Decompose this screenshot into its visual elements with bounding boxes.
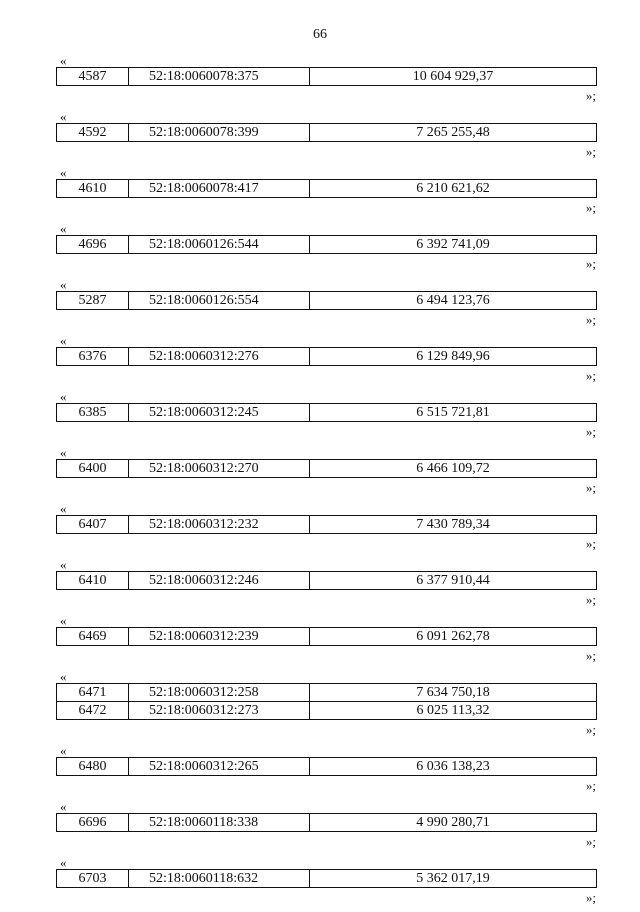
cadastral-value-cell: 6 392 741,09 [310, 236, 597, 254]
opening-quote: « [60, 53, 67, 68]
closing-quote: »; [585, 648, 596, 663]
record-number-cell: 4610 [57, 180, 129, 198]
amendment-block [56, 390, 598, 439]
record-table [56, 459, 597, 478]
record-table [56, 869, 597, 888]
record-number-cell: 4587 [57, 68, 129, 86]
opening-quote: « [60, 109, 67, 124]
table-row [57, 348, 597, 366]
cadastral-value-cell: 7 430 789,34 [310, 516, 597, 534]
cadastral-value-cell: 10 604 929,37 [310, 68, 597, 86]
cadastral-number-cell: 52:18:0060126:554 [129, 292, 310, 310]
amendment-blocks [0, 54, 640, 912]
cadastral-number-cell: 52:18:0060312:246 [129, 572, 310, 590]
cadastral-value-cell: 7 634 750,18 [310, 684, 597, 702]
record-number-cell: 6385 [57, 404, 129, 422]
record-number-cell: 6407 [57, 516, 129, 534]
cadastral-number-cell: 52:18:0060078:375 [129, 68, 310, 86]
record-table [56, 627, 597, 646]
cadastral-value-cell: 6 036 138,23 [310, 758, 597, 776]
amendment-block [56, 558, 598, 607]
table-row [57, 684, 597, 702]
closing-quote: »; [585, 592, 596, 607]
cadastral-number-cell: 52:18:0060078:417 [129, 180, 310, 198]
record-number-cell: 6472 [57, 702, 129, 720]
table-row [57, 870, 597, 888]
cadastral-number-cell: 52:18:0060312:245 [129, 404, 310, 422]
opening-quote: « [60, 501, 67, 516]
opening-quote: « [60, 557, 67, 572]
record-number-cell: 6696 [57, 814, 129, 832]
record-number-cell: 4592 [57, 124, 129, 142]
cadastral-number-cell: 52:18:0060312:239 [129, 628, 310, 646]
opening-quote: « [60, 389, 67, 404]
closing-quote: »; [585, 722, 596, 737]
cadastral-value-cell: 4 990 280,71 [310, 814, 597, 832]
amendment-block [56, 502, 598, 551]
cadastral-value-cell: 6 515 721,81 [310, 404, 597, 422]
opening-quote: « [60, 165, 67, 180]
closing-quote: »; [585, 424, 596, 439]
cadastral-value-cell: 7 265 255,48 [310, 124, 597, 142]
cadastral-number-cell: 52:18:0060118:632 [129, 870, 310, 888]
table-row [57, 404, 597, 422]
record-table [56, 403, 597, 422]
cadastral-value-cell: 6 025 113,32 [310, 702, 597, 720]
opening-quote: « [60, 333, 67, 348]
amendment-block [56, 744, 598, 793]
closing-quote: »; [585, 256, 596, 271]
cadastral-number-cell: 52:18:0060312:270 [129, 460, 310, 478]
opening-quote: « [60, 669, 67, 684]
amendment-block [56, 614, 598, 663]
opening-quote: « [60, 445, 67, 460]
record-number-cell: 6703 [57, 870, 129, 888]
amendment-block [56, 334, 598, 383]
closing-quote: »; [585, 834, 596, 849]
table-row [57, 292, 597, 310]
cadastral-value-cell: 6 091 262,78 [310, 628, 597, 646]
table-row [57, 236, 597, 254]
cadastral-number-cell: 52:18:0060312:232 [129, 516, 310, 534]
amendment-block [56, 800, 598, 849]
page-number: 66 [313, 27, 327, 42]
record-table [56, 683, 597, 720]
opening-quote: « [60, 855, 67, 870]
cadastral-number-cell: 52:18:0060312:276 [129, 348, 310, 366]
cadastral-value-cell: 6 129 849,96 [310, 348, 597, 366]
amendment-block [56, 54, 598, 103]
amendment-block [56, 446, 598, 495]
amendment-block [56, 670, 598, 737]
table-row [57, 68, 597, 86]
record-number-cell: 6471 [57, 684, 129, 702]
opening-quote: « [60, 799, 67, 814]
record-number-cell: 6376 [57, 348, 129, 366]
amendment-block [56, 278, 598, 327]
table-row [57, 124, 597, 142]
cadastral-value-cell: 6 210 621,62 [310, 180, 597, 198]
table-row [57, 180, 597, 198]
cadastral-number-cell: 52:18:0060078:399 [129, 124, 310, 142]
closing-quote: »; [585, 200, 596, 215]
record-number-cell: 6469 [57, 628, 129, 646]
table-row [57, 516, 597, 534]
record-table [56, 571, 597, 590]
cadastral-value-cell: 6 466 109,72 [310, 460, 597, 478]
table-row [57, 758, 597, 776]
record-table [56, 179, 597, 198]
closing-quote: »; [585, 144, 596, 159]
table-row [57, 628, 597, 646]
opening-quote: « [60, 221, 67, 236]
table-row [57, 702, 597, 720]
record-table [56, 347, 597, 366]
record-table [56, 291, 597, 310]
record-table [56, 757, 597, 776]
record-table [56, 235, 597, 254]
record-table [56, 67, 597, 86]
record-number-cell: 5287 [57, 292, 129, 310]
cadastral-value-cell: 6 494 123,76 [310, 292, 597, 310]
closing-quote: »; [585, 88, 596, 103]
cadastral-number-cell: 52:18:0060126:544 [129, 236, 310, 254]
record-number-cell: 6410 [57, 572, 129, 590]
record-table [56, 123, 597, 142]
closing-quote: »; [585, 312, 596, 327]
opening-quote: « [60, 743, 67, 758]
closing-quote: »; [585, 536, 596, 551]
closing-quote: »; [585, 890, 596, 905]
cadastral-number-cell: 52:18:0060312:265 [129, 758, 310, 776]
record-table [56, 515, 597, 534]
table-row [57, 814, 597, 832]
table-row [57, 572, 597, 590]
table-row [57, 460, 597, 478]
cadastral-value-cell: 5 362 017,19 [310, 870, 597, 888]
opening-quote: « [60, 277, 67, 292]
record-number-cell: 4696 [57, 236, 129, 254]
cadastral-value-cell: 6 377 910,44 [310, 572, 597, 590]
closing-quote: »; [585, 480, 596, 495]
amendment-block [56, 110, 598, 159]
cadastral-number-cell: 52:18:0060118:338 [129, 814, 310, 832]
record-number-cell: 6400 [57, 460, 129, 478]
record-table [56, 813, 597, 832]
record-number-cell: 6480 [57, 758, 129, 776]
closing-quote: »; [585, 368, 596, 383]
amendment-block [56, 166, 598, 215]
closing-quote: »; [585, 778, 596, 793]
amendment-block [56, 856, 598, 905]
opening-quote: « [60, 613, 67, 628]
cadastral-number-cell: 52:18:0060312:273 [129, 702, 310, 720]
amendment-block [56, 222, 598, 271]
cadastral-number-cell: 52:18:0060312:258 [129, 684, 310, 702]
